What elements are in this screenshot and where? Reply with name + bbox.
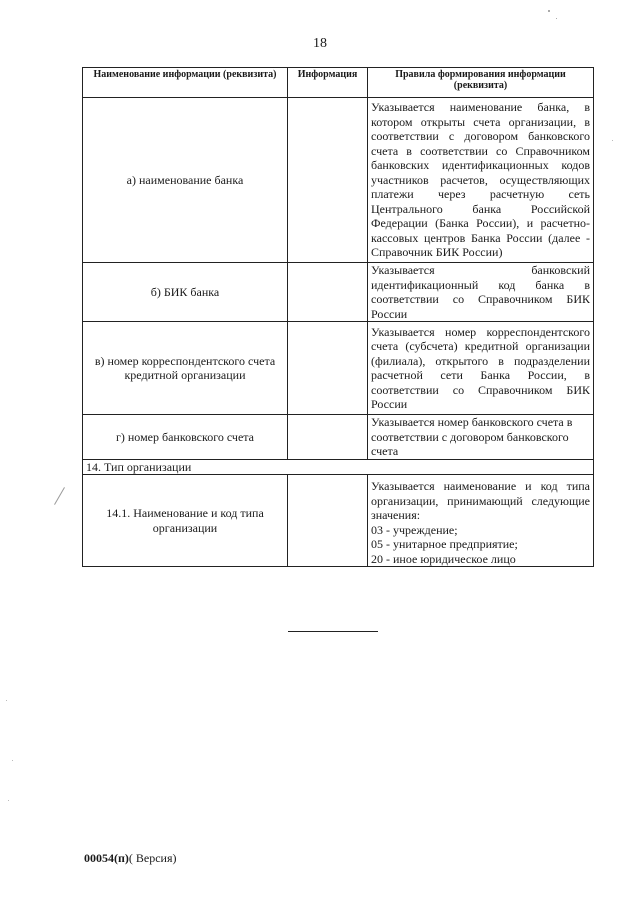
org-type-value: 03 - учреждение; xyxy=(371,522,458,537)
scan-mark xyxy=(8,800,9,801)
row-rules-bank-account: Указывается номер банковского счета в соответствии с договором банковского счета xyxy=(368,415,594,460)
row-rules-corr-account: Указывается номер корреспондентского счета (субсчета) кредитной организации (филиала), открытого в подразделении расчетной сети Банка России, в соответствии со Справочником БИК России xyxy=(368,322,594,415)
table-row xyxy=(83,322,594,415)
requisites-table xyxy=(82,67,594,567)
page-number: 18 xyxy=(313,36,327,51)
row-name-bank-name: а) наименование банка xyxy=(83,98,288,263)
org-type-value: 20 - иное юридическое лицо xyxy=(371,551,516,566)
table-row xyxy=(83,98,594,263)
row-name-org-type: 14.1. Наименование и код типа организации xyxy=(83,475,288,567)
header-info: Информация xyxy=(288,68,368,98)
row-info-bank-name xyxy=(288,98,368,263)
row-name-bank-account: г) номер банковского счета xyxy=(83,415,288,460)
scan-mark xyxy=(54,487,65,505)
table-row xyxy=(83,415,594,460)
table-row xyxy=(83,475,594,567)
scan-mark xyxy=(548,10,550,12)
row-info-bik xyxy=(288,263,368,322)
header-rules: Правила формирования информации (реквизита) xyxy=(368,68,594,98)
scan-mark xyxy=(612,140,613,141)
section-title: 14. Тип организации xyxy=(83,459,594,475)
end-divider xyxy=(288,631,378,632)
footer-version: ( Версия) xyxy=(128,851,177,865)
org-type-value: 05 - унитарное предприятие; xyxy=(371,537,518,551)
row-info-bank-account xyxy=(288,415,368,460)
row-rules-org-type xyxy=(368,475,594,567)
table-header-row xyxy=(83,68,594,98)
org-type-intro: Указывается наименование и код типа организации, принимающий следующие значения: xyxy=(371,479,590,522)
row-rules-bank-name: Указывается наименование банка, в котором открыты счета организации, в соответствии с договором банковского счета в соответствии со Справочником банковских идентификационных кодов участников расчетов, осуществляющих платежи через расчетную сеть Центрального банка Российской Федерации (Банка России), и расчетно-кассовых центров Банка России (далее - Справочник БИК России) xyxy=(368,98,594,263)
table-row xyxy=(83,263,594,322)
scan-mark xyxy=(12,760,13,761)
scan-mark xyxy=(556,18,557,19)
footer xyxy=(84,851,177,866)
row-name-corr-account: в) номер корреспондентского счета кредитной организации xyxy=(83,322,288,415)
scan-mark xyxy=(6,700,7,701)
row-name-bik: б) БИК банка xyxy=(83,263,288,322)
header-name: Наименование информации (реквизита) xyxy=(83,68,288,98)
row-info-corr-account xyxy=(288,322,368,415)
row-rules-bik: Указывается банковский идентификационный код банка в соответствии со Справочником БИК России xyxy=(368,263,594,322)
section-row xyxy=(83,459,594,475)
footer-code: 00054(п) xyxy=(84,851,129,865)
row-info-org-type xyxy=(288,475,368,567)
